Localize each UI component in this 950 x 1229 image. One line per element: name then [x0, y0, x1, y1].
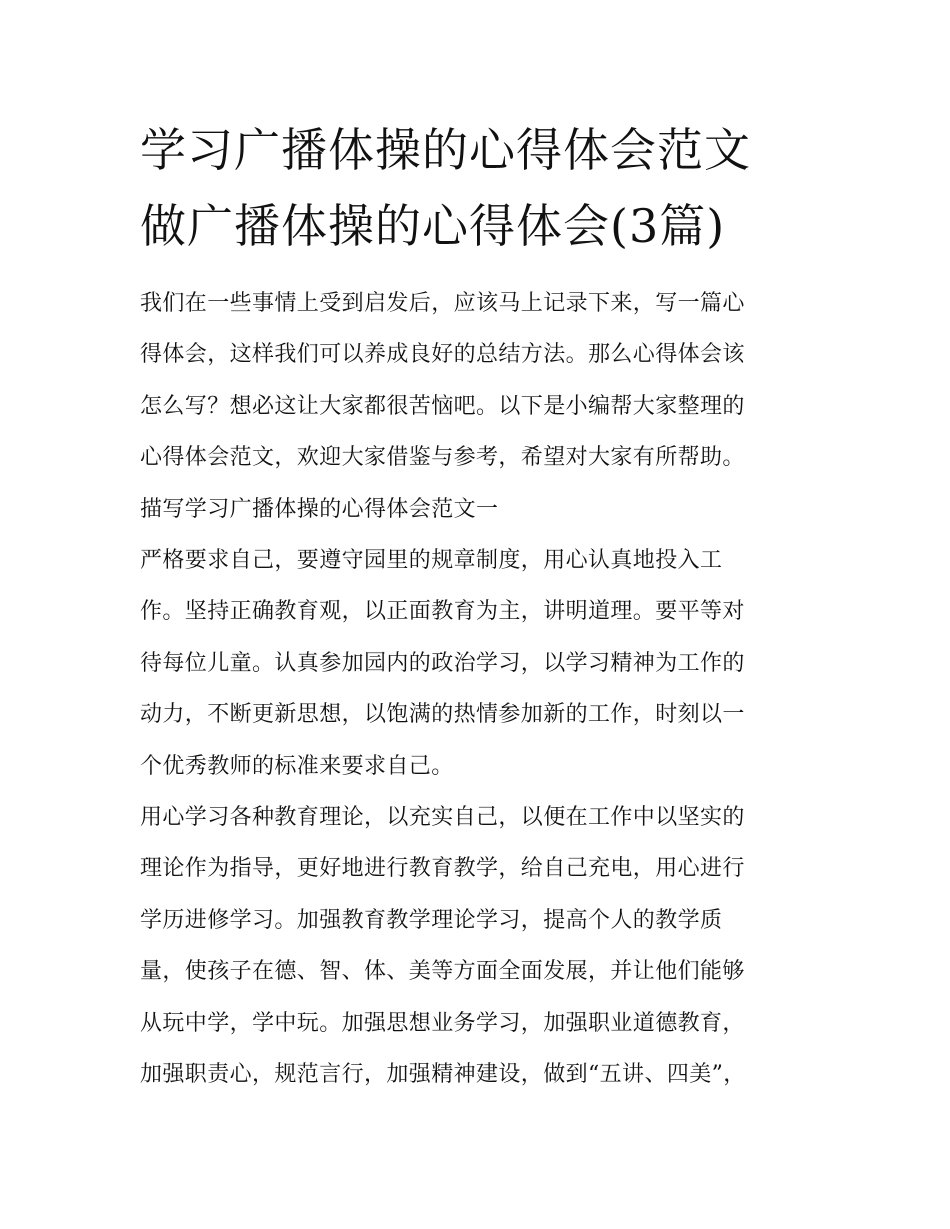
- document-content: [140, 112, 820, 1101]
- text-line: 严格要求自己，要遵守园里的规章制度，用心认真地投入工: [140, 548, 723, 574]
- text-line: 理论作为指导，更好地进行教育教学，给自己充电，用心进行: [140, 856, 745, 882]
- text-line: 待每位儿童。认真参加园内的政治学习，以学习精神为工作的: [140, 650, 745, 676]
- text-line: 我们在一些事情上受到启发后，应该马上记录下来，写一篇心: [140, 291, 745, 316]
- title-line: 做广播体操的心得体会(3篇): [140, 199, 726, 253]
- intro-paragraph: [140, 278, 820, 484]
- text-line: 怎么写？想必这让大家都很苦恼吧。以下是小编帮大家整理的: [140, 393, 745, 419]
- text-line: 动力，不断更新思想，以饱满的热情参加新的工作，时刻以一: [140, 702, 745, 728]
- text-line: 用心学习各种教育理论，以充实自己，以便在工作中以坚实的: [140, 805, 745, 831]
- text-line: 个优秀教师的标准来要求自己。: [140, 753, 454, 779]
- text-line: 学历进修学习。加强教育教学理论学习，提高个人的教学质: [140, 907, 723, 933]
- text-line: 得体会，这样我们可以养成良好的总结方法。那么心得体会该: [140, 342, 745, 368]
- document-title: [140, 112, 820, 264]
- section-heading: [140, 484, 820, 535]
- text-line: 心得体会范文，欢迎大家借鉴与参考，希望对大家有所帮助。: [140, 445, 745, 471]
- text-line: 量，使孩子在德、智、体、美等方面全面发展，并让他们能够: [140, 959, 745, 985]
- text-line: 从玩中学，学中玩。加强思想业务学习，加强职业道德教育，: [140, 1010, 745, 1036]
- text-line: 描写学习广播体操的心得体会范文一: [140, 496, 499, 522]
- document-body: [140, 278, 820, 1101]
- title-line: 学习广播体操的心得体会范文: [140, 123, 751, 177]
- text-line: 加强职责心，规范言行，加强精神建设，做到“五讲、四美”，: [140, 1062, 746, 1088]
- text-line: 作。坚持正确教育观，以正面教育为主，讲明道理。要平等对: [140, 599, 745, 625]
- body-paragraph-1: [140, 535, 820, 792]
- body-paragraph-2: [140, 792, 820, 1100]
